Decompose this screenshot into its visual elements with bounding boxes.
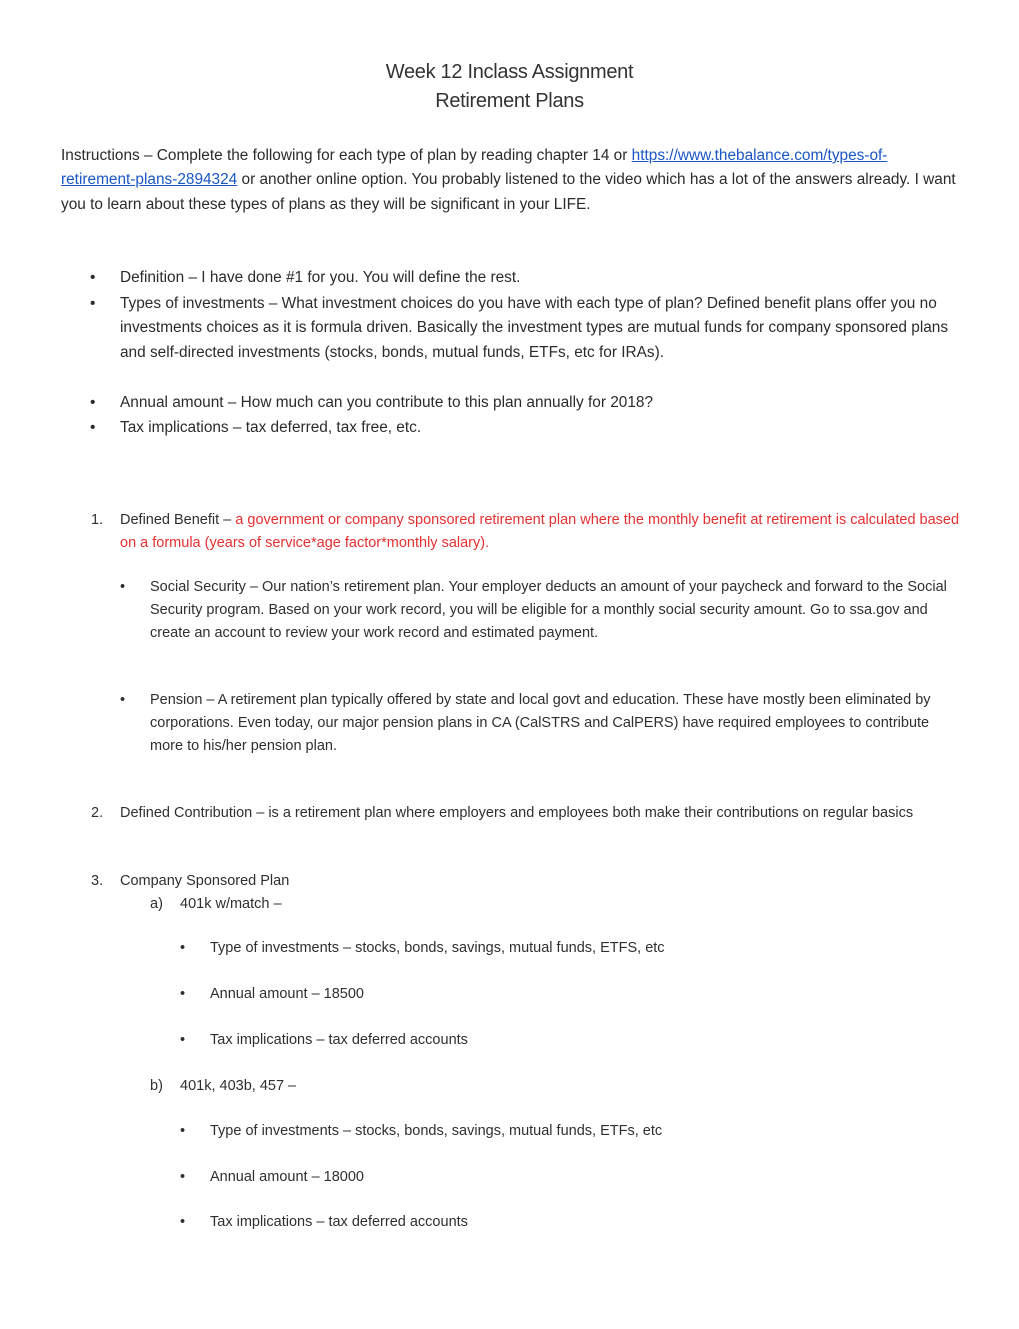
bullet-text: Annual amount – 18500 — [210, 986, 364, 1002]
bullet-icon: • — [90, 394, 96, 411]
sub-item-label: 401k w/match – — [180, 896, 282, 912]
bullet-text: Annual amount – How much can you contribute to this plan annually for 2018? — [120, 394, 654, 411]
bullet-icon: • — [90, 295, 96, 312]
thebalance-link[interactable]: https://www.thebalance.com/types-of-retirement-plans-2894324 — [61, 147, 888, 189]
document-subtitle: Retirement Plans — [435, 90, 584, 112]
document-title: Week 12 Inclass Assignment — [385, 61, 634, 83]
bullet-icon: • — [90, 269, 96, 286]
sub-item-letter: a) — [150, 896, 163, 912]
item-label: Defined Contribution – is a retirement plan where employers and employees both make their contributions on regular basics — [120, 805, 914, 821]
instructions-paragraph — [61, 144, 961, 217]
bullet-text: Type of investments – stocks, bonds, savings, mutual funds, ETFs, etc — [210, 1123, 663, 1139]
item-label: Defined Benefit – — [120, 512, 236, 528]
bullet-icon: • — [90, 419, 96, 436]
bullet-text: Types of investments – What investment choices do you have with each type of plan? Defined benefit plans offer you no investments choices as it is formula driven. Basically the investment types are mutual funds for company sponsored plans and self-directed investments (stocks, bonds, mutual funds, ETFs, etc for IRAs). — [120, 295, 949, 361]
item-number: 3. — [91, 873, 104, 889]
sub-item-label: 401k, 403b, 457 – — [180, 1078, 297, 1094]
item-number: 2. — [91, 805, 104, 821]
bullet-text: Tax implications – tax deferred, tax free, etc. — [120, 419, 422, 436]
bullet-text: Social Security – Our nation’s retirement plan. Your employer deducts an amount of your paycheck and forward to the Social Security program. Based on your work record, you will be eligible for a monthly social security amount. Go to ssa.gov and create an account to review your work record and estimated payment. — [150, 579, 947, 641]
bullet-text: Tax implications – tax deferred accounts — [210, 1032, 468, 1048]
bullet-icon: • — [180, 1032, 186, 1048]
bullet-icon: • — [180, 986, 186, 1002]
item-number: 1. — [91, 512, 104, 528]
bullet-icon: • — [180, 940, 186, 956]
instructions-prefix: Instructions – Complete the following for each type of plan by reading chapter 14 or — [61, 147, 632, 164]
bullet-text: Type of investments – stocks, bonds, savings, mutual funds, ETFS, etc — [210, 940, 665, 956]
instructions-suffix: or another online option. You probably listened to the video which has a lot of the answers already. I want you to learn about these types of plans as they will be significant in your LIFE. — [61, 171, 956, 213]
bullet-icon: • — [120, 692, 126, 708]
sub-item-letter: b) — [150, 1078, 163, 1094]
bullet-icon: • — [180, 1123, 186, 1139]
bullet-text: Pension – A retirement plan typically offered by state and local govt and education. These have mostly been eliminated by corporations. Even today, our major pension plans in CA (CalSTRS and CalPERS) have required employees to contribute more to his/her pension plan. — [150, 692, 931, 754]
item-definition: a government or company sponsored retirement plan where the monthly benefit at retirement is calculated based on a formula (years of service*age factor*monthly salary). — [120, 512, 960, 551]
bullet-text: Definition – I have done #1 for you. You will define the rest. — [120, 269, 521, 286]
bullet-icon: • — [120, 579, 126, 595]
bullet-text: Annual amount – 18000 — [210, 1169, 364, 1185]
bullet-icon: • — [180, 1169, 186, 1185]
bullet-icon: • — [180, 1214, 186, 1230]
item-label: Company Sponsored Plan — [120, 873, 290, 889]
bullet-text: Tax implications – tax deferred accounts — [210, 1214, 468, 1230]
